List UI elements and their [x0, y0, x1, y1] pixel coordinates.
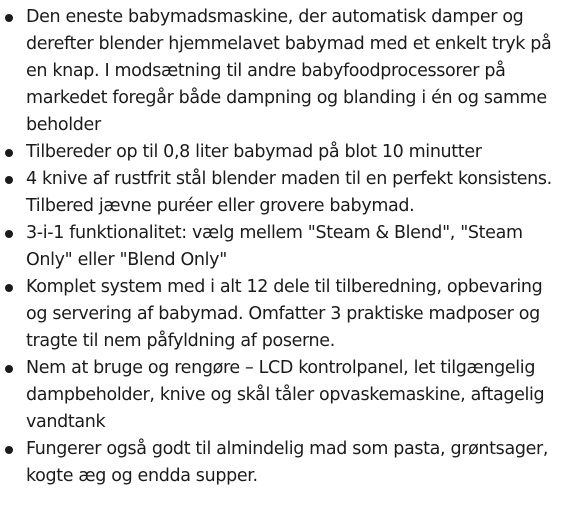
feature-item	[0, 220, 565, 274]
feature-text: 4 knive af rustfrit stål blender maden til en perfekt konsistens. Tilbered jævne puréer eller grovere babymad.	[26, 169, 552, 216]
feature-item	[0, 166, 565, 220]
bullet-icon	[5, 149, 13, 157]
feature-item	[0, 436, 565, 490]
feature-text: Tilbereder op til 0,8 liter babymad på blot 10 minutter	[26, 142, 482, 162]
bullet-icon	[5, 176, 13, 184]
bullet-icon	[5, 14, 13, 22]
feature-item	[0, 139, 565, 166]
feature-text: Komplet system med i alt 12 dele til tilberedning, opbevaring og servering af babymad. Omfatter 3 praktiske madposer og tragte til nem påfyldning af poserne.	[26, 277, 543, 351]
bullet-icon	[5, 446, 13, 454]
feature-text: 3-i-1 funktionalitet: vælg mellem "Steam & Blend", "Steam Only" eller "Blend Only"	[26, 223, 523, 270]
bullet-icon	[5, 284, 13, 292]
feature-text: Fungerer også godt til almindelig mad som pasta, grøntsager, kogte æg og endda supper.	[26, 439, 549, 486]
feature-text: Den eneste babymadsmaskine, der automatisk damper og derefter blender hjemmelavet babymad med et enkelt tryk på en knap. I modsætning til andre babyfoodprocessorer på markedet foregår både dampning og blanding i én og samme beholder	[26, 7, 552, 135]
feature-text: Nem at bruge og rengøre – LCD kontrolpanel, let tilgængelig dampbeholder, knive og skål tåler opvaskemaskine, aftagelig vandtank	[26, 358, 545, 432]
feature-item	[0, 274, 565, 355]
feature-item	[0, 355, 565, 436]
bullet-icon	[5, 365, 13, 373]
bullet-icon	[5, 230, 13, 238]
feature-item	[0, 4, 565, 139]
